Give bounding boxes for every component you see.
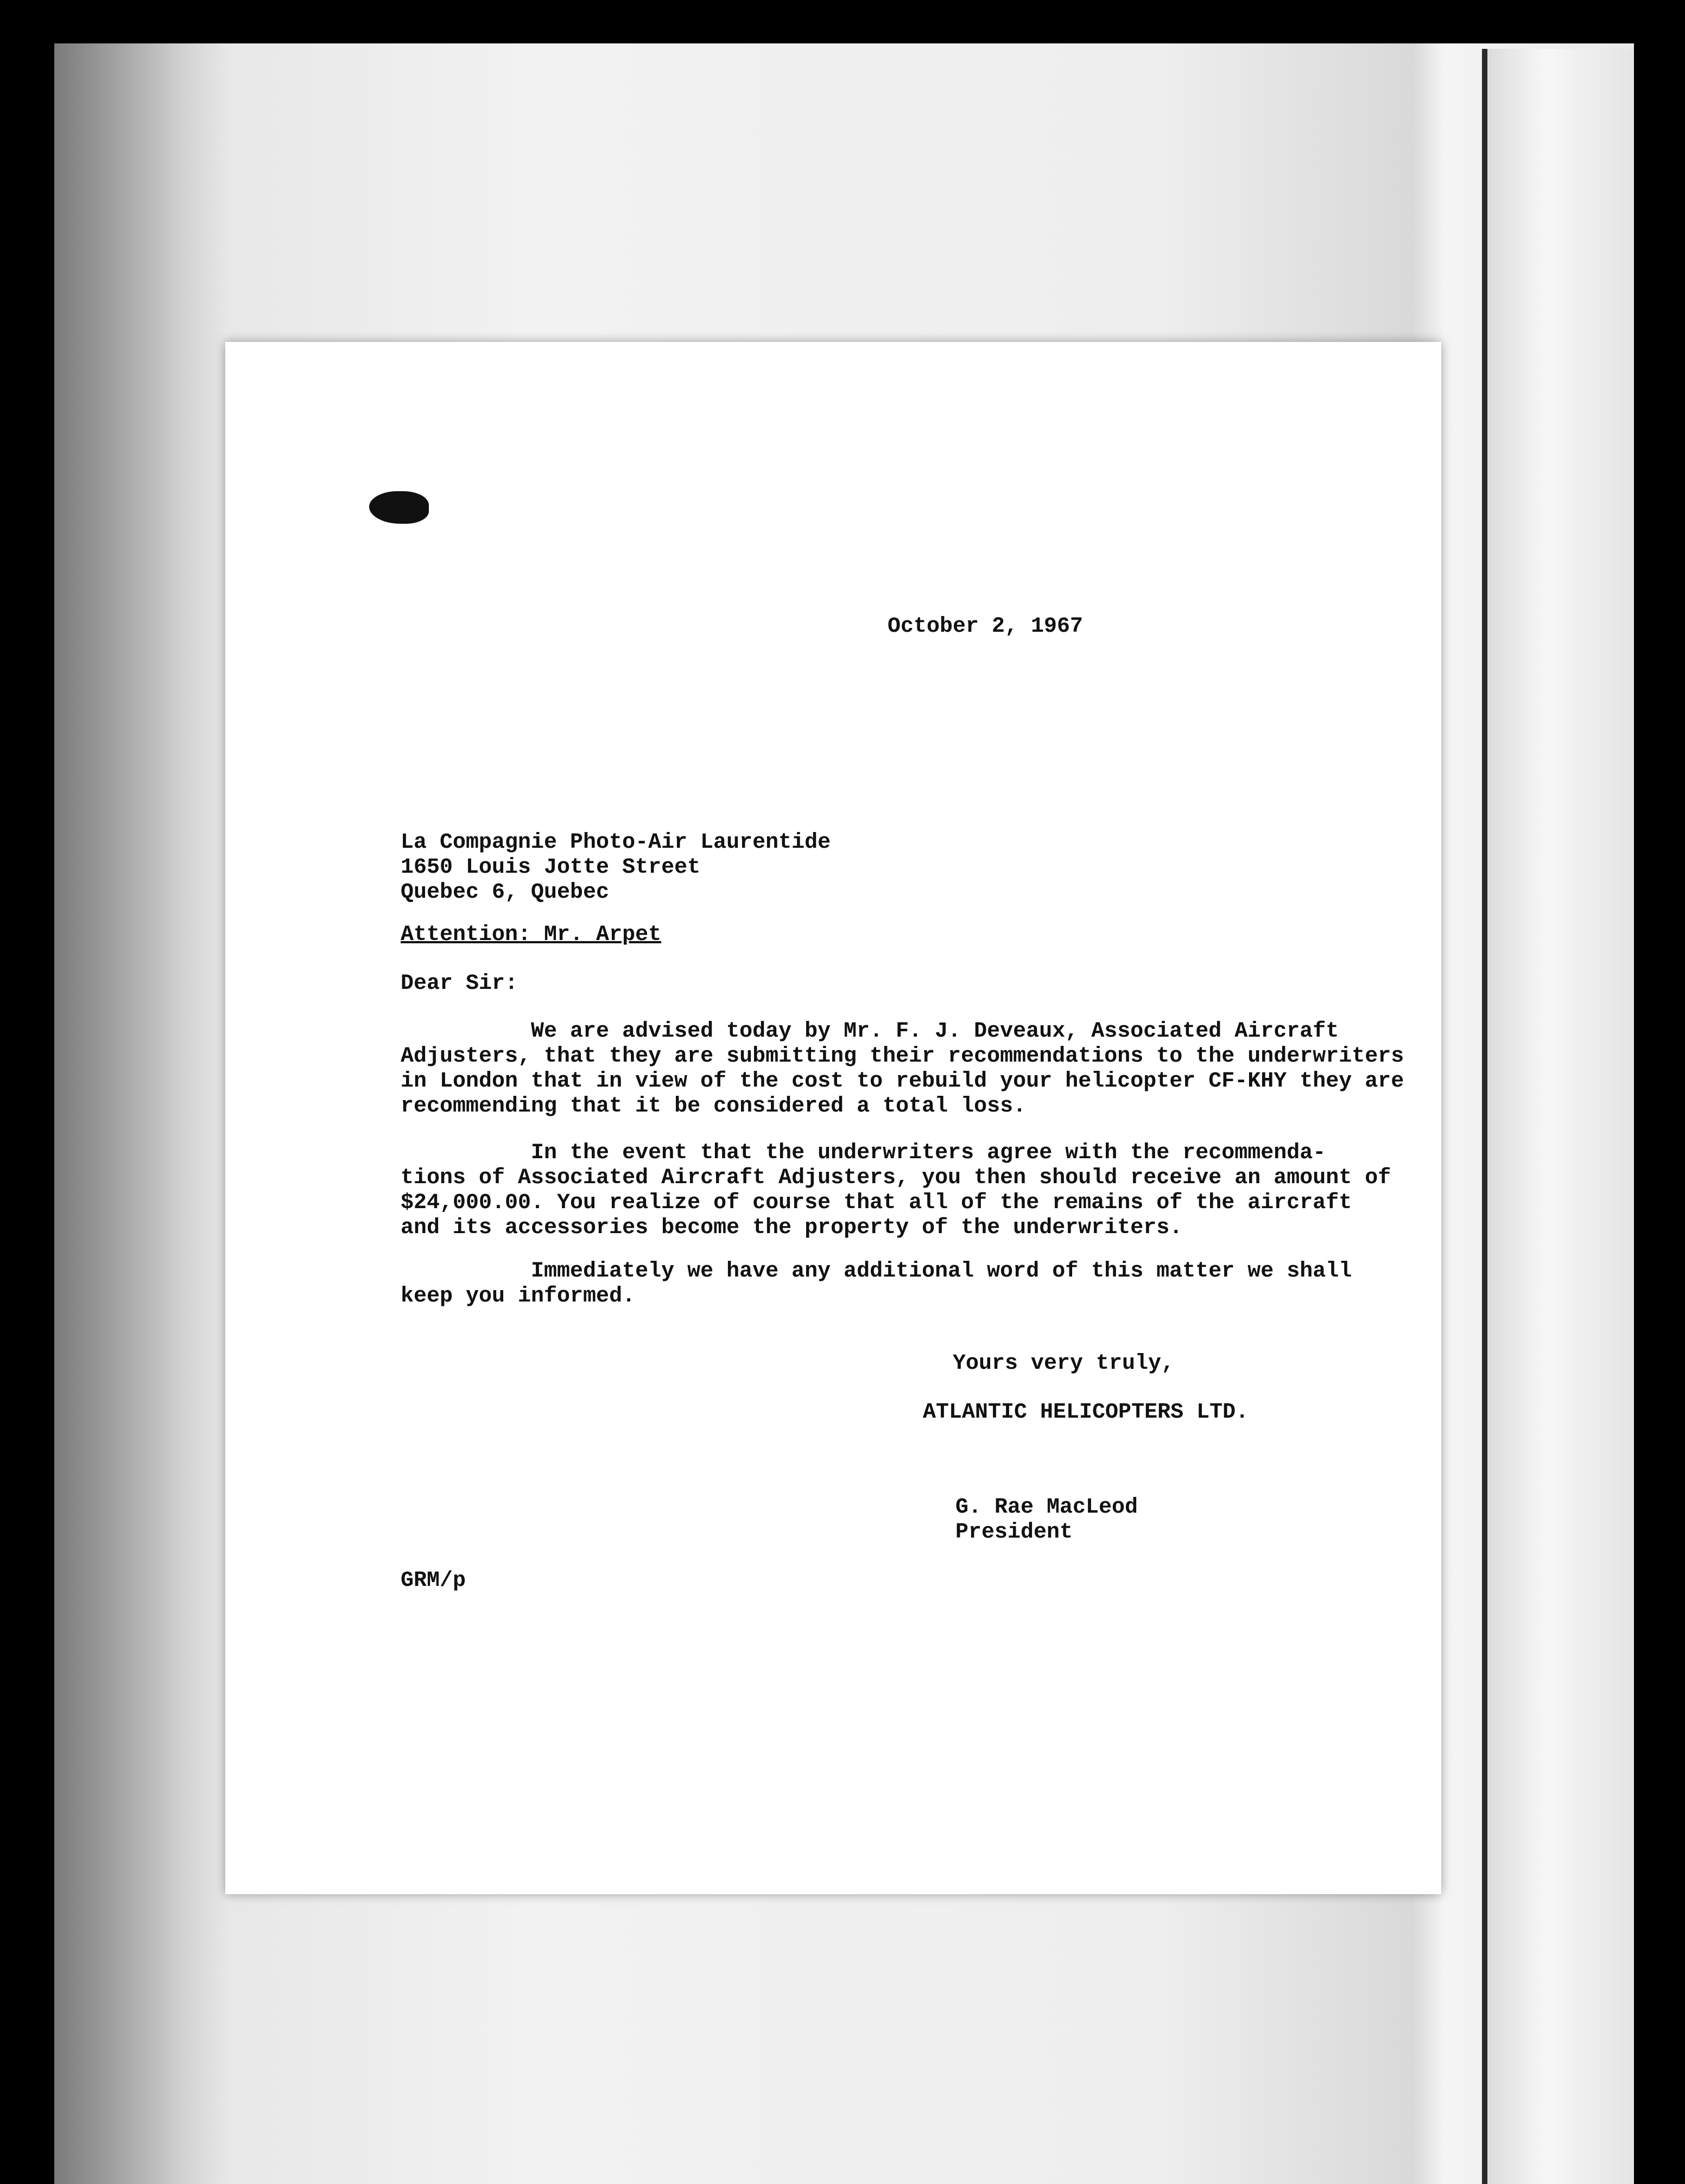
signer-title: President <box>955 1520 1073 1545</box>
binding-fold-line <box>1482 49 1487 2184</box>
binding-strip <box>1487 49 1634 2184</box>
attention-line: Attention: Mr. Arpet <box>401 923 662 947</box>
recipient-line: 1650 Louis Jotte Street <box>401 855 701 880</box>
body-paragraph: Immediately we have any additional word of this matter we shall keep you informed. <box>401 1259 1352 1309</box>
salutation: Dear Sir: <box>401 972 518 996</box>
recipient-line: La Compagnie Photo-Air Laurentide <box>401 830 831 855</box>
signature-block <box>955 1495 1138 1545</box>
body-paragraph: We are advised today by Mr. F. J. Deveaux, Associated Aircraft Adjusters, that they are submitting their recommendations to the underwriters in London that in view of the cost to rebuild your helicopter CF-KHY they are recommending that it be considered a total loss. <box>401 1019 1404 1119</box>
signer-name: G. Rae MacLeod <box>955 1495 1138 1520</box>
body-paragraph: In the event that the underwriters agree with the recommenda- tions of Associated Aircraft Adjusters, you then should receive an amount of $24,000.00. You realize of course that all of the remains of the aircraft and its accessories become the property of the underwriters. <box>401 1141 1391 1240</box>
company-name: ATLANTIC HELICOPTERS LTD. <box>923 1400 1249 1425</box>
reference-initials: GRM/p <box>401 1569 466 1593</box>
recipient-address <box>401 830 831 905</box>
recipient-line: Quebec 6, Quebec <box>401 880 610 905</box>
punch-hole-mark <box>369 491 429 524</box>
scan-shadow <box>54 43 228 2184</box>
closing: Yours very truly, <box>953 1351 1175 1376</box>
letter-date: October 2, 1967 <box>888 614 1084 639</box>
